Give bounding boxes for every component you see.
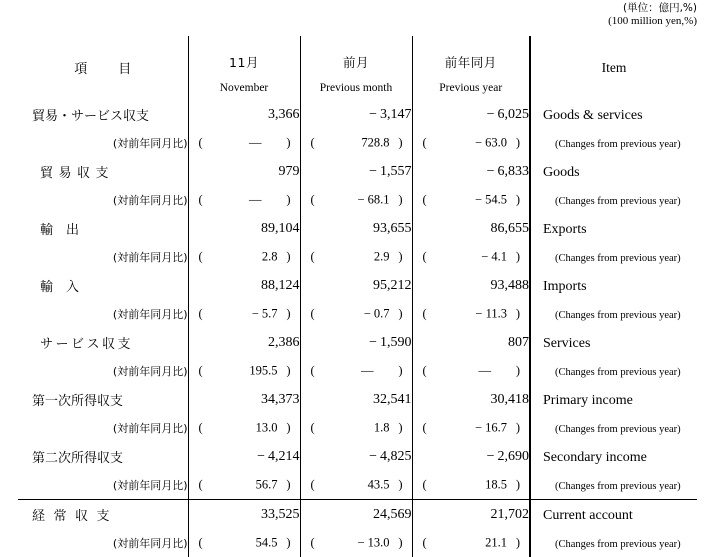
table-row	[18, 385, 697, 414]
row-label-jp-text: 貿易・サービス収支	[32, 108, 150, 124]
cell-previous-year-value: 30,418	[490, 391, 529, 407]
cell-previous-month-value: 95,212	[373, 277, 412, 293]
table-header	[18, 36, 697, 100]
paren-left: (	[422, 535, 427, 550]
cell-change-previous-month-value: 43.5	[367, 477, 390, 492]
paren-right: )	[286, 306, 291, 321]
unit-note	[608, 2, 697, 29]
paren-right: )	[398, 420, 403, 435]
row-label-en-text: Exports	[543, 221, 587, 237]
cell-change-current-month	[188, 243, 300, 271]
paren-right: )	[286, 192, 291, 207]
row-label-en	[530, 157, 697, 186]
cell-change-previous-month-value: 2.9	[373, 249, 390, 264]
paren-left: (	[198, 477, 203, 492]
paren-left: (	[422, 135, 427, 150]
paren-right: )	[286, 535, 291, 550]
row-label-en	[530, 385, 697, 414]
minus-sign: −	[486, 106, 495, 122]
row-label-jp-text: 第一次所得収支	[32, 393, 124, 409]
minus-sign: −	[486, 448, 495, 464]
paren-left: (	[198, 135, 203, 150]
cell-previous-year	[412, 157, 530, 186]
cell-change-current-month	[188, 471, 300, 500]
table-row-change	[18, 357, 697, 385]
cell-change-previous-year-value: − 63.0	[474, 135, 507, 150]
cell-previous-month	[300, 271, 412, 300]
cell-current-month	[188, 328, 300, 357]
paren-right: )	[286, 420, 291, 435]
cell-change-current-month	[188, 300, 300, 328]
minus-sign: −	[369, 334, 377, 350]
cell-change-current-month	[188, 186, 300, 214]
row-change-label-en-text: (Changes from previous year)	[555, 424, 681, 435]
paren-left: (	[422, 363, 427, 378]
cell-previous-year-value: 2,690	[497, 448, 529, 464]
cell-previous-year	[412, 385, 530, 414]
header-previous-month	[300, 36, 412, 100]
cell-change-current-month-value: 2.8	[261, 249, 278, 264]
paren-right: )	[286, 135, 291, 150]
row-change-label-en	[530, 300, 697, 328]
row-label-jp-text: 輸出	[40, 222, 93, 238]
cell-change-previous-month	[300, 129, 412, 157]
cell-previous-year-value: 807	[508, 334, 529, 350]
row-label-jp	[18, 214, 188, 243]
cell-change-previous-year-value: 18.5	[485, 477, 507, 492]
paren-left: (	[422, 477, 427, 492]
row-label-jp	[18, 385, 188, 414]
row-label-en-text: Secondary income	[543, 449, 647, 465]
cell-change-previous-month-value: —	[361, 363, 374, 378]
cell-previous-year-value: 93,488	[490, 277, 529, 293]
row-change-label-jp: (対前年同月比)	[112, 537, 188, 550]
paren-left: (	[310, 192, 315, 207]
paren-left: (	[310, 363, 315, 378]
paren-right: )	[286, 477, 291, 492]
cell-change-current-month	[188, 529, 300, 557]
cell-change-current-month-value: − 5.7	[251, 306, 278, 321]
row-label-jp	[18, 157, 188, 186]
cell-previous-month	[300, 500, 412, 530]
row-label-jp-text: サービス収支	[40, 336, 134, 352]
table-row	[18, 442, 697, 471]
cell-change-previous-year	[412, 186, 530, 214]
table-row-change	[18, 243, 697, 271]
cell-previous-month-value: 3,147	[380, 106, 412, 122]
cell-change-previous-year	[412, 471, 530, 500]
cell-change-current-month-value: —	[249, 135, 262, 150]
row-change-label-jp: (対前年同月比)	[112, 308, 188, 321]
balance-of-payments-table-wrap	[18, 36, 697, 557]
cell-change-previous-year	[412, 414, 530, 442]
cell-change-previous-year	[412, 129, 530, 157]
paren-left: (	[310, 477, 315, 492]
cell-current-month-value: 88,124	[261, 277, 300, 293]
cell-current-month-value: 34,373	[261, 391, 300, 407]
row-change-label-en	[530, 357, 697, 385]
row-change-label-en-text: (Changes from previous year)	[555, 539, 681, 550]
cell-change-previous-month	[300, 300, 412, 328]
cell-previous-year-value: 21,702	[490, 506, 529, 522]
table-row	[18, 271, 697, 300]
cell-previous-month	[300, 214, 412, 243]
table-body	[18, 100, 697, 557]
paren-right: )	[515, 420, 520, 435]
paren-right: )	[515, 192, 520, 207]
table-row-change	[18, 414, 697, 442]
minus-sign: −	[369, 163, 377, 179]
unit-note-en: (100 million yen,%)	[608, 15, 697, 28]
cell-previous-month-value: 1,557	[380, 163, 412, 179]
paren-left: (	[310, 535, 315, 550]
paren-right: )	[398, 135, 403, 150]
paren-left: (	[310, 249, 315, 264]
cell-previous-month	[300, 442, 412, 471]
cell-current-month	[188, 214, 300, 243]
cell-change-previous-month-value: − 13.0	[357, 535, 390, 550]
row-label-en	[530, 214, 697, 243]
header-current-month-jp: 11月	[229, 54, 259, 70]
cell-change-previous-year-value: —	[478, 363, 491, 378]
cell-previous-month-value: 24,569	[373, 506, 412, 522]
cell-previous-month-value: 93,655	[373, 220, 412, 236]
paren-right: )	[398, 192, 403, 207]
minus-sign: −	[257, 448, 265, 464]
header-item-en-label: Item	[601, 60, 627, 75]
cell-current-month-value: 33,525	[261, 506, 300, 522]
balance-of-payments-table	[18, 36, 697, 557]
table-row-change	[18, 529, 697, 557]
paren-left: (	[198, 363, 203, 378]
table-row-change	[18, 471, 697, 500]
table-row	[18, 157, 697, 186]
cell-change-previous-month-value: − 68.1	[357, 192, 390, 207]
cell-change-previous-year	[412, 529, 530, 557]
cell-change-current-month-value: —	[249, 192, 262, 207]
paren-right: )	[398, 363, 403, 378]
cell-current-month	[188, 271, 300, 300]
unit-note-jp: (単位：億円,%)	[622, 2, 697, 14]
cell-current-month	[188, 500, 300, 530]
row-label-jp	[18, 271, 188, 300]
row-label-jp	[18, 442, 188, 471]
cell-change-current-month	[188, 129, 300, 157]
paren-right: )	[515, 306, 520, 321]
cell-current-month-value: 89,104	[261, 220, 300, 236]
cell-change-previous-month-value: 1.8	[373, 420, 390, 435]
cell-current-month-value: 3,366	[268, 106, 300, 122]
cell-previous-year-value: 86,655	[490, 220, 529, 236]
row-label-en-text: Current account	[543, 507, 633, 523]
cell-current-month	[188, 385, 300, 414]
cell-change-current-month	[188, 357, 300, 385]
cell-change-current-month-value: 13.0	[255, 420, 278, 435]
cell-change-previous-month	[300, 529, 412, 557]
row-change-label-en	[530, 186, 697, 214]
cell-previous-year	[412, 328, 530, 357]
cell-change-previous-year-value: − 4.1	[481, 249, 507, 264]
cell-change-previous-year-value: − 54.5	[474, 192, 507, 207]
row-label-en-text: Imports	[543, 278, 587, 294]
row-label-jp	[18, 100, 188, 129]
row-label-en-text: Services	[543, 335, 591, 351]
cell-change-previous-year	[412, 300, 530, 328]
cell-change-previous-month	[300, 186, 412, 214]
row-label-jp	[18, 328, 188, 357]
header-item-en	[530, 36, 697, 100]
cell-change-previous-month	[300, 243, 412, 271]
header-current-month	[188, 36, 300, 100]
cell-change-previous-month	[300, 357, 412, 385]
cell-current-month-value: 979	[278, 163, 300, 179]
header-previous-year	[412, 36, 530, 100]
cell-change-previous-month-value: − 0.7	[363, 306, 390, 321]
cell-change-previous-month	[300, 414, 412, 442]
cell-previous-month	[300, 385, 412, 414]
row-change-label-en	[530, 471, 697, 500]
row-label-jp-text: 経常収支	[32, 508, 119, 524]
row-label-en	[530, 500, 697, 530]
paren-left: (	[422, 249, 427, 264]
row-change-label-en	[530, 529, 697, 557]
row-change-label-en-text: (Changes from previous year)	[555, 139, 681, 150]
cell-previous-year	[412, 100, 530, 129]
header-row	[18, 36, 697, 100]
cell-change-current-month-value: 195.5	[249, 363, 278, 378]
row-change-label-jp: (対前年同月比)	[112, 422, 188, 435]
paren-left: (	[198, 306, 203, 321]
minus-sign: −	[486, 163, 495, 179]
paren-left: (	[198, 420, 203, 435]
cell-previous-month-value: 32,541	[373, 391, 412, 407]
paren-right: )	[398, 249, 403, 264]
cell-change-previous-year	[412, 243, 530, 271]
row-change-label-en	[530, 414, 697, 442]
row-label-en-text: Goods & services	[543, 107, 643, 123]
row-change-label-en	[530, 129, 697, 157]
cell-current-month	[188, 100, 300, 129]
row-label-en-text: Primary income	[543, 392, 633, 408]
cell-change-previous-year-value: − 11.3	[475, 306, 507, 321]
cell-previous-year	[412, 442, 530, 471]
cell-previous-year-value: 6,025	[497, 106, 529, 122]
paren-left: (	[422, 306, 427, 321]
row-label-en	[530, 328, 697, 357]
cell-previous-year-value: 6,833	[497, 163, 529, 179]
cell-previous-month-value: 1,590	[380, 334, 412, 350]
row-change-label-en-text: (Changes from previous year)	[555, 367, 681, 378]
cell-previous-year	[412, 214, 530, 243]
paren-right: )	[515, 535, 520, 550]
paren-left: (	[198, 249, 203, 264]
row-label-en-text: Goods	[543, 164, 580, 180]
row-change-label-en-text: (Changes from previous year)	[555, 196, 681, 207]
row-change-label-jp: (対前年同月比)	[18, 471, 188, 500]
cell-previous-month	[300, 328, 412, 357]
cell-previous-month-value: 4,825	[380, 448, 412, 464]
row-change-label-jp: (対前年同月比)	[112, 365, 188, 378]
paren-right: )	[515, 477, 520, 492]
row-label-en	[530, 271, 697, 300]
cell-previous-year	[412, 271, 530, 300]
row-change-label-jp: (対前年同月比)	[112, 251, 188, 264]
paren-right: )	[398, 306, 403, 321]
cell-change-previous-month	[300, 471, 412, 500]
row-label-jp-text: 第二次所得収支	[32, 450, 124, 466]
paren-left: (	[422, 420, 427, 435]
cell-current-month	[188, 442, 300, 471]
row-label-en	[530, 100, 697, 129]
cell-previous-month	[300, 157, 412, 186]
cell-previous-year	[412, 500, 530, 530]
cell-change-previous-year-value: − 16.7	[474, 420, 507, 435]
paren-left: (	[198, 535, 203, 550]
header-previous-year-jp: 前年同月	[444, 54, 497, 70]
row-change-label-en-text: (Changes from previous year)	[555, 253, 681, 264]
cell-change-previous-year-value: 21.1	[485, 535, 507, 550]
table-row-change	[18, 300, 697, 328]
paren-left: (	[198, 192, 203, 207]
minus-sign: −	[369, 106, 377, 122]
paren-left: (	[310, 306, 315, 321]
paren-left: (	[422, 192, 427, 207]
row-change-label-en-text: (Changes from previous year)	[555, 481, 681, 492]
cell-previous-month	[300, 100, 412, 129]
cell-current-month	[188, 157, 300, 186]
cell-change-current-month	[188, 414, 300, 442]
paren-right: )	[286, 249, 291, 264]
header-current-month-en: November	[219, 81, 269, 94]
paren-right: )	[398, 535, 403, 550]
header-previous-month-en: Previous month	[319, 81, 393, 94]
paren-right: )	[286, 363, 291, 378]
row-change-label-jp: (対前年同月比)	[112, 137, 188, 150]
table-row-change	[18, 129, 697, 157]
paren-right: )	[398, 477, 403, 492]
cell-change-previous-year	[412, 357, 530, 385]
row-label-en	[530, 442, 697, 471]
minus-sign: −	[369, 448, 377, 464]
cell-change-previous-month-value: 728.8	[361, 135, 390, 150]
table-row	[18, 100, 697, 129]
header-previous-month-jp: 前月	[342, 54, 369, 70]
paren-right: )	[515, 135, 520, 150]
table-row	[18, 328, 697, 357]
table-row-change	[18, 186, 697, 214]
row-change-label-jp: (対前年同月比)	[112, 194, 188, 207]
paren-left: (	[310, 135, 315, 150]
row-change-label-en-text: (Changes from previous year)	[555, 310, 681, 321]
row-label-jp-text: 貿易収支	[40, 165, 115, 181]
row-change-label-en	[530, 243, 697, 271]
header-item-jp	[18, 36, 188, 100]
row-label-jp-text: 輸入	[40, 279, 93, 295]
table-row	[18, 500, 697, 530]
header-item-jp-label: 項 目	[74, 62, 141, 77]
header-previous-year-en: Previous year	[439, 81, 503, 94]
row-label-jp	[18, 500, 188, 530]
paren-right: )	[515, 249, 520, 264]
cell-change-current-month-value: 56.7	[255, 477, 278, 492]
cell-current-month-value: 4,214	[268, 448, 300, 464]
cell-change-current-month-value: 54.5	[255, 535, 278, 550]
table-row	[18, 214, 697, 243]
paren-right: )	[515, 363, 520, 378]
cell-current-month-value: 2,386	[268, 334, 300, 350]
paren-left: (	[310, 420, 315, 435]
